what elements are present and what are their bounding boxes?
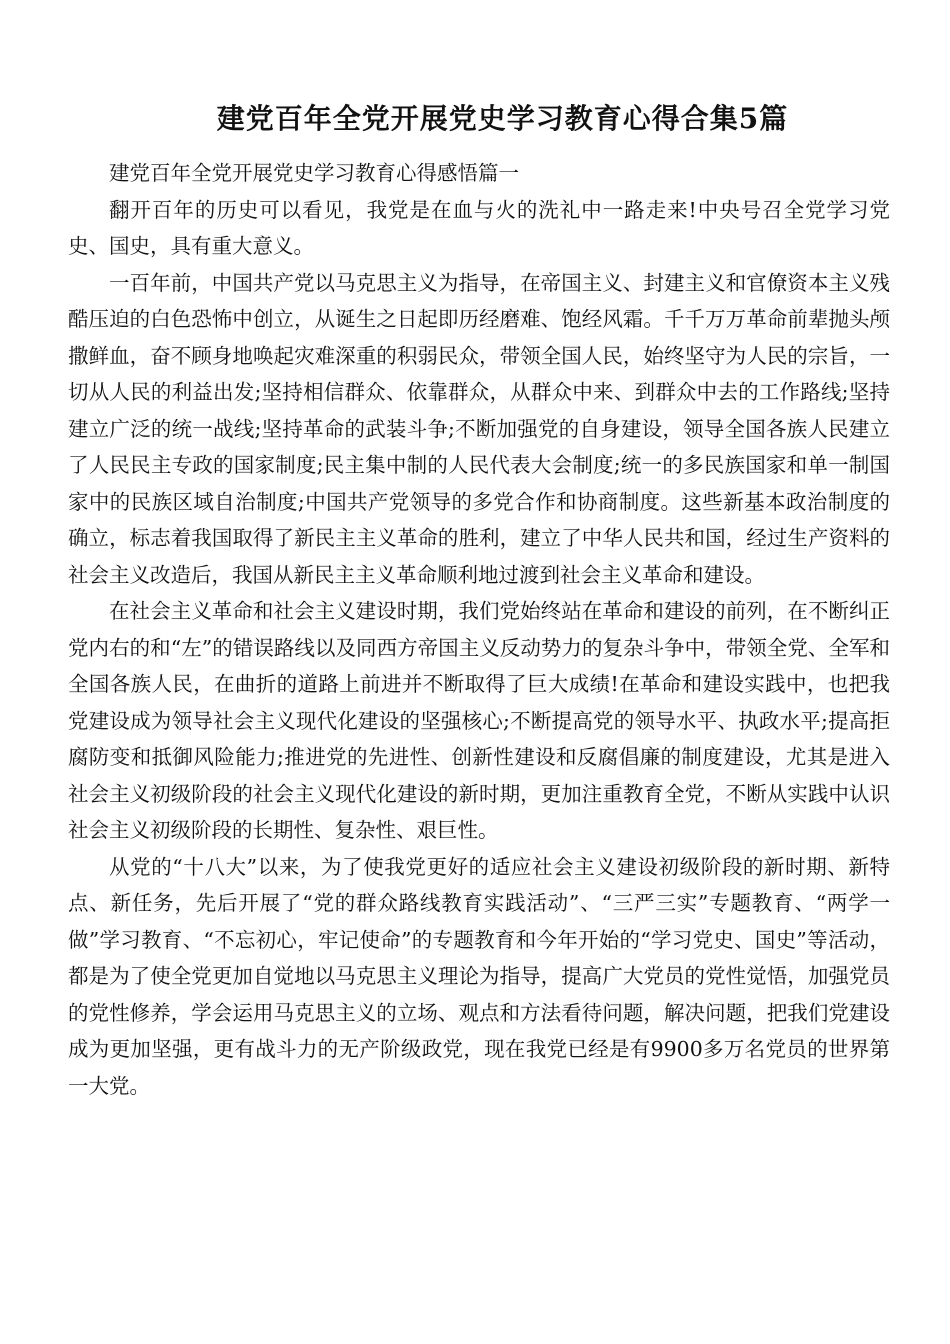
document-body bbox=[68, 155, 890, 1104]
paragraph: 一百年前，中国共产党以马克思主义为指导，在帝国主义、封建主义和官僚资本主义残酷压迫的白色恐怖中创立，从诞生之日起即历经磨难、饱经风霜。千千万万革命前辈抛头颅撒鲜血，奋不顾身地唤起灾难深重的积弱民众，带领全国人民，始终坚守为人民的宗旨，一切从人民的利益出发;坚持相信群众、依靠群众，从群众中来、到群众中去的工作路线;坚持建立广泛的统一战线;坚持革命的武装斗争;不断加强党的自身建设，领导全国各族人民建立了人民民主专政的国家制度;民主集中制的人民代表大会制度;统一的多民族国家和单一制国家中的民族区域自治制度;中国共产党领导的多党合作和协商制度。这些新基本政治制度的确立，标志着我国取得了新民主主义革命的胜利，建立了中华人民共和国，经过生产资料的社会主义改造后，我国从新民主主义革命顺利地过渡到社会主义革命和建设。 bbox=[68, 270, 890, 587]
paragraph: 在社会主义革命和社会主义建设时期，我们党始终站在革命和建设的前列，在不断纠正党内右的和“左”的错误路线以及同西方帝国主义反动势力的复杂斗争中，带领全党、全军和全国各族人民，在曲折的道路上前进并不断取得了巨大成绩!在革命和建设实践中，也把我党建设成为领导社会主义现代化建设的坚强核心;不断提高党的领导水平、执政水平;提高拒腐防变和抵御风险能力;推进党的先进性、创新性建设和反腐倡廉的制度建设，尤其是进入社会主义初级阶段的社会主义现代化建设的新时期，更加注重教育全党，不断从实践中认识社会主义初级阶段的长期性、复杂性、艰巨性。 bbox=[68, 599, 890, 842]
paragraph: 翻开百年的历史可以看见，我党是在血与火的洗礼中一路走来!中央号召全党学习党史、国史，具有重大意义。 bbox=[68, 197, 890, 258]
section-heading: 建党百年全党开展党史学习教育心得感悟篇一 bbox=[109, 161, 519, 185]
document-title: 建党百年全党开展党史学习教育心得合集5篇 bbox=[216, 102, 789, 135]
paragraph: 从党的“十八大”以来，为了使我党更好的适应社会主义建设初级阶段的新时期、新特点、新任务，先后开展了“党的群众路线教育实践活动”、“三严三实”专题教育、“两学一做”学习教育、“不忘初心，牢记使命”的专题教育和今年开始的“学习党史、国史”等活动，都是为了使全党更加自觉地以马克思主义理论为指导，提高广大党员的党性觉悟，加强党员的党性修养，学会运用马克思主义的立场、观点和方法看待问题，解决问题，把我们党建设成为更加坚强，更有战斗力的无产阶级政党，现在我党已经是有9900多万名党员的世界第一大党。 bbox=[68, 854, 890, 1098]
